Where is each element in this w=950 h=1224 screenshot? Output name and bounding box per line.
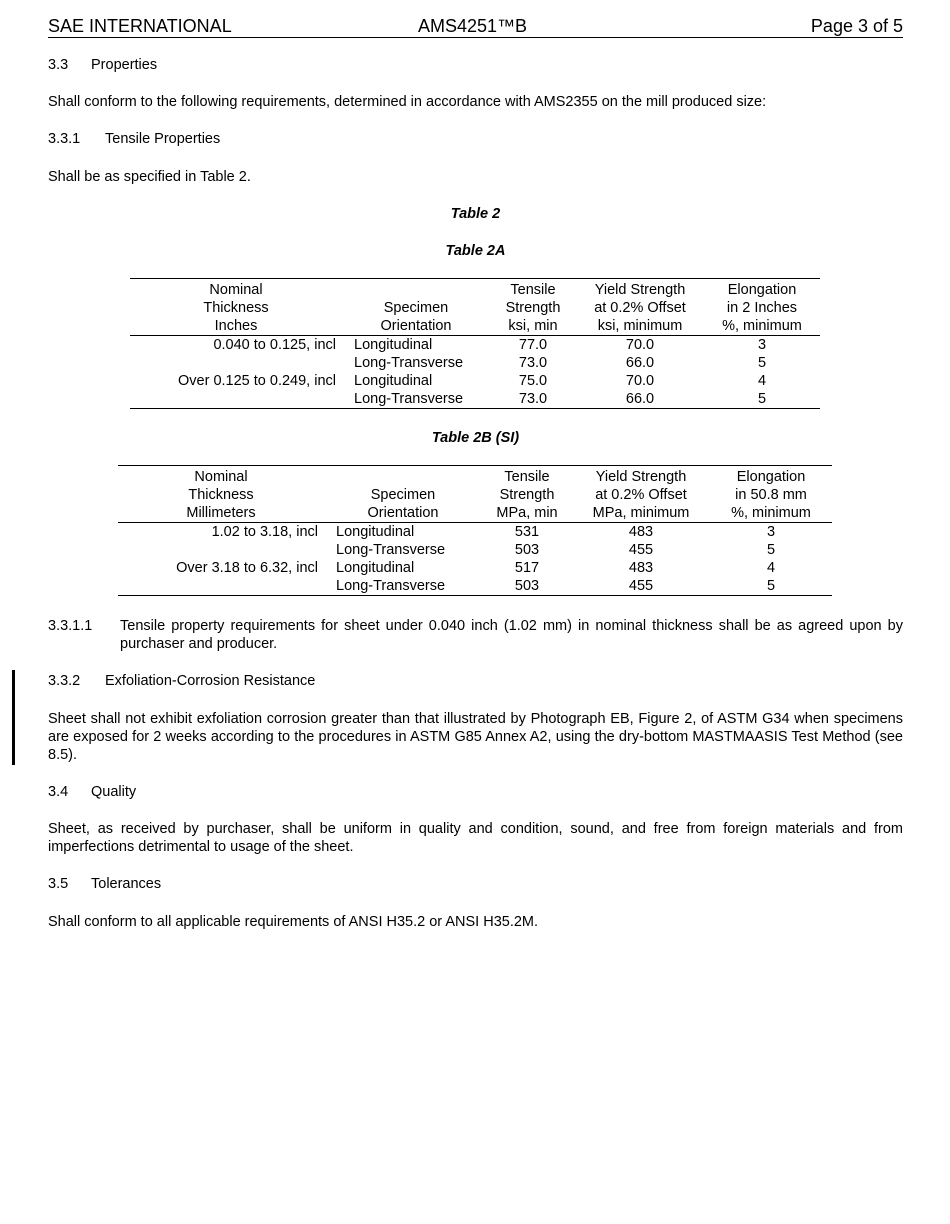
section-3-4-text: Sheet, as received by purchaser, shall be uniform in quality and condition, sound, and free from foreign materials and from imperfections detrimental to usage of the sheet. <box>48 821 903 855</box>
cell-tensile: 77.0 <box>518 337 548 353</box>
cell-tensile: 517 <box>514 560 540 576</box>
table-row <box>118 523 832 542</box>
header-yield-strength: Yield Strength at 0.2% Offset ksi, minimum <box>576 279 704 336</box>
header-specimen-orientation: Specimen Orientation <box>324 466 482 523</box>
cell-yield: 483 <box>628 560 654 576</box>
section-title: Tolerances <box>91 876 162 892</box>
section-text: Tensile property requirements for sheet under 0.040 inch (1.02 mm) in nominal thickness shall be as agreed upon by purchaser and producer. <box>120 618 903 652</box>
page-header <box>48 15 903 38</box>
cell-orientation: Longitudinal <box>354 373 433 389</box>
cell-elongation: 3 <box>766 524 776 540</box>
table-header-row <box>118 466 832 523</box>
table-2b <box>118 465 832 596</box>
section-3-5-heading <box>48 875 903 893</box>
table-row <box>118 541 832 559</box>
section-3-3-2-heading <box>48 672 903 690</box>
section-3-3-2-text: Sheet shall not exhibit exfoliation corrosion greater than that illustrated by Photograph EB, Figure 2, of ASTM G34 when specimens are exposed for 2 weeks according to the procedures in ASTM G85 Annex A2, using the dry-bottom MASTMAASIS Test Method (see 8.5). <box>48 711 903 763</box>
section-3-3-heading <box>48 56 903 74</box>
cell-orientation: Long-Transverse <box>354 355 464 371</box>
table-header-row <box>130 279 820 336</box>
cell-orientation: Longitudinal <box>336 524 415 540</box>
cell-tensile: 503 <box>514 542 540 558</box>
table-row <box>130 372 820 390</box>
section-3-3-1-1 <box>48 617 903 657</box>
cell-elongation: 5 <box>704 390 820 409</box>
cell-orientation: Long-Transverse <box>324 577 482 596</box>
cell-elongation: 4 <box>757 373 767 389</box>
cell-thickness: Over 0.125 to 0.249, incl <box>178 373 336 389</box>
section-number: 3.3 <box>48 57 69 73</box>
cell-yield: 70.0 <box>625 337 655 353</box>
section-number: 3.3.2 <box>48 673 81 689</box>
header-tensile-strength: Tensile Strength MPa, min <box>482 466 572 523</box>
cell-tensile: 73.0 <box>518 355 548 371</box>
section-number: 3.5 <box>48 876 69 892</box>
header-page-number: Page 3 of 5 <box>810 16 903 36</box>
cell-thickness: 1.02 to 3.18, incl <box>211 524 318 540</box>
cell-yield: 455 <box>572 577 710 596</box>
section-title: Tensile Properties <box>105 131 221 147</box>
section-number: 3.3.1 <box>48 131 81 147</box>
header-doc-number: AMS4251™B <box>418 16 528 36</box>
cell-orientation: Longitudinal <box>354 337 433 353</box>
table-2a-caption: Table 2A <box>445 243 506 259</box>
cell-elongation: 5 <box>710 577 832 596</box>
header-tensile-strength: Tensile Strength ksi, min <box>490 279 576 336</box>
section-number: 3.3.1.1 <box>48 618 93 634</box>
cell-thickness <box>118 541 324 559</box>
cell-tensile: 75.0 <box>518 373 548 389</box>
table-row <box>130 390 820 409</box>
cell-yield: 483 <box>628 524 654 540</box>
section-title: Quality <box>91 784 137 800</box>
section-3-3-1-text: Shall be as specified in Table 2. <box>48 169 251 185</box>
revision-change-bar <box>12 670 15 765</box>
table-row <box>130 336 820 355</box>
cell-yield: 66.0 <box>625 355 655 371</box>
cell-orientation: Long-Transverse <box>342 390 490 409</box>
section-3-3-1-heading <box>48 130 903 148</box>
header-specimen-orientation: Specimen Orientation <box>342 279 490 336</box>
section-3-4-heading <box>48 783 903 801</box>
cell-yield: 455 <box>628 542 654 558</box>
header-nominal-thickness: Nominal Thickness Inches <box>130 279 342 336</box>
header-org: SAE INTERNATIONAL <box>48 16 232 36</box>
cell-tensile: 73.0 <box>490 390 576 409</box>
table-row <box>130 354 820 372</box>
cell-tensile: 503 <box>482 577 572 596</box>
table-2-title: Table 2 <box>450 206 501 222</box>
cell-tensile: 531 <box>514 524 540 540</box>
cell-thickness: Over 3.18 to 6.32, incl <box>176 560 318 576</box>
header-elongation: Elongation in 2 Inches %, minimum <box>704 279 820 336</box>
cell-elongation: 5 <box>757 355 767 371</box>
cell-thickness <box>130 390 342 409</box>
header-elongation: Elongation in 50.8 mm %, minimum <box>710 466 832 523</box>
table-2a <box>130 278 820 409</box>
table-row <box>118 577 832 596</box>
section-title: Exfoliation-Corrosion Resistance <box>105 673 316 689</box>
header-nominal-thickness: Nominal Thickness Millimeters <box>118 466 324 523</box>
cell-elongation: 3 <box>757 337 767 353</box>
cell-elongation: 5 <box>766 542 776 558</box>
cell-yield: 70.0 <box>625 373 655 389</box>
section-title: Properties <box>91 57 158 73</box>
header-yield-strength: Yield Strength at 0.2% Offset MPa, minimum <box>572 466 710 523</box>
cell-orientation: Longitudinal <box>336 560 415 576</box>
section-number: 3.4 <box>48 784 69 800</box>
section-3-3-text: Shall conform to the following requirements, determined in accordance with AMS2355 on the mill produced size: <box>48 94 767 110</box>
cell-thickness <box>130 354 342 372</box>
cell-thickness <box>118 577 324 596</box>
cell-orientation: Long-Transverse <box>336 542 446 558</box>
cell-elongation: 4 <box>766 560 776 576</box>
cell-thickness: 0.040 to 0.125, incl <box>213 337 336 353</box>
section-3-5-text: Shall conform to all applicable requirements of ANSI H35.2 or ANSI H35.2M. <box>48 914 539 930</box>
table-2b-caption: Table 2B (SI) <box>431 430 520 446</box>
cell-yield: 66.0 <box>576 390 704 409</box>
table-row <box>118 559 832 577</box>
